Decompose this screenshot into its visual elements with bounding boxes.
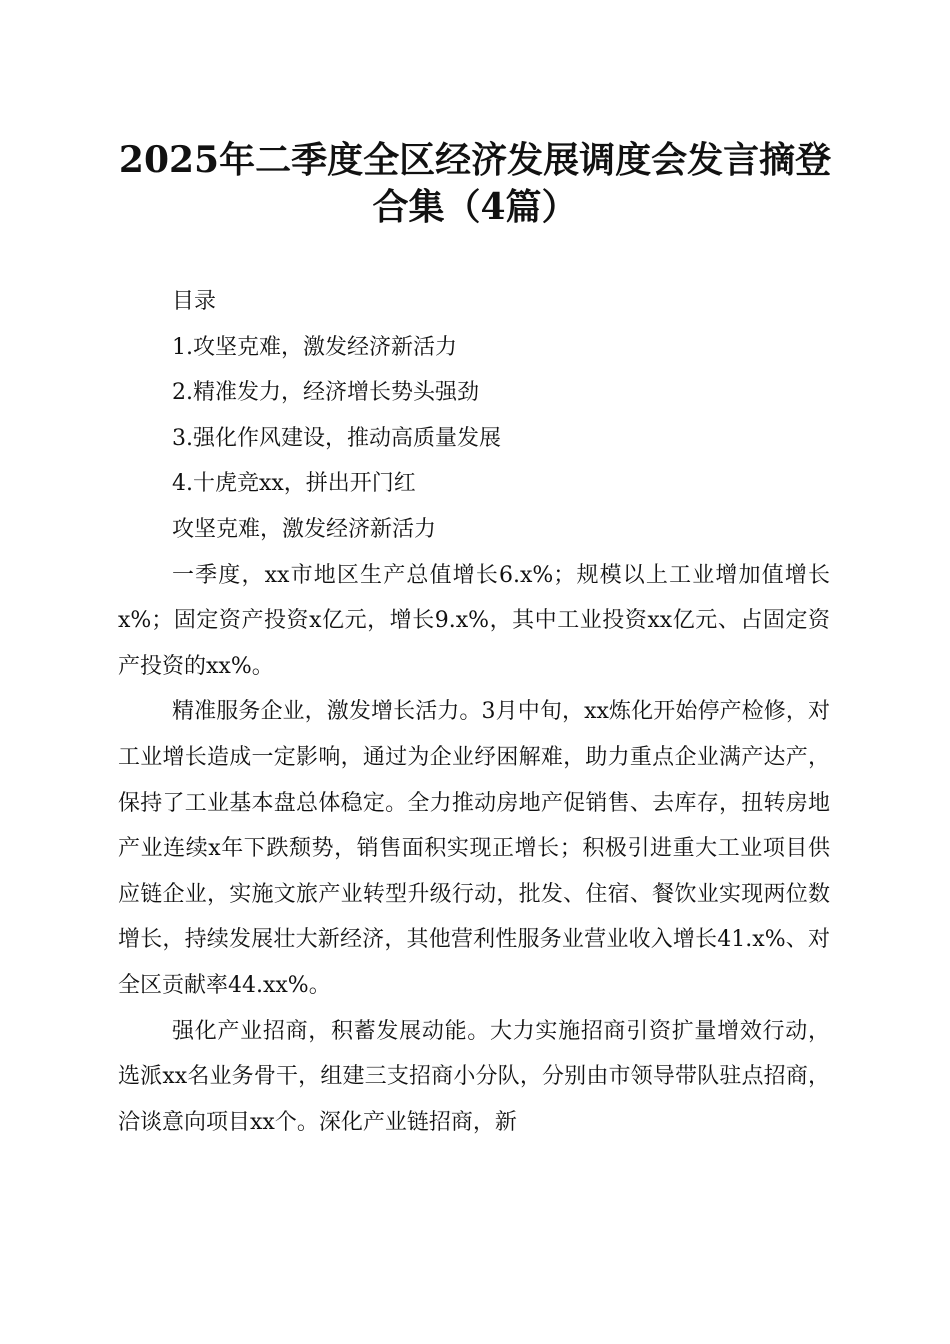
- toc-item-4[interactable]: 4.十虎竞xx，拼出开门红: [172, 471, 416, 497]
- document-body: [118, 279, 830, 1145]
- paragraph-2: 精准服务企业，激发增长活力。3月中旬，xx炼化开始停产检修，对工业增长造成一定影响，通过为企业纾困解难，助力重点企业满产达产，保持了工业基本盘总体稳定。全力推动房地产促销售、去库存，扭转房地产业连续x年下跌颓势，销售面积实现正增长；积极引进重大工业项目供应链企业，实施文旅产业转型升级行动，批发、住宿、餐饮业实现两位数增长，持续发展壮大新经济，其他营利性服务业营业收入增长41.x%、对全区贡献率44.xx%。: [118, 699, 830, 998]
- toc-item-3[interactable]: 3.强化作风建设，推动高质量发展: [172, 425, 501, 451]
- document-title-line-1: 2025年二季度全区经济发展调度会发言摘登: [118, 139, 832, 181]
- toc-item-2[interactable]: 2.精准发力，经济增长势头强劲: [172, 380, 479, 406]
- toc-item-1[interactable]: 1.攻坚克难，激发经济新活力: [172, 334, 457, 360]
- paragraph-3: 强化产业招商，积蓄发展动能。大力实施招商引资扩量增效行动，选派xx名业务骨干，组建三支招商小分队，分别由市领导带队驻点招商，洽谈意向项目xx个。深化产业链招商，新: [118, 1018, 830, 1135]
- toc-heading: 目录: [172, 289, 217, 314]
- section-heading: 攻坚克难，激发经济新活力: [172, 516, 437, 542]
- document-title-line-2: 合集（4篇）: [372, 186, 578, 228]
- paragraph-1: 一季度，xx市地区生产总值增长6.x%；规模以上工业增加值增长x%；固定资产投资x亿元，增长9.x%，其中工业投资xx亿元、占固定资产投资的xx%。: [118, 562, 830, 679]
